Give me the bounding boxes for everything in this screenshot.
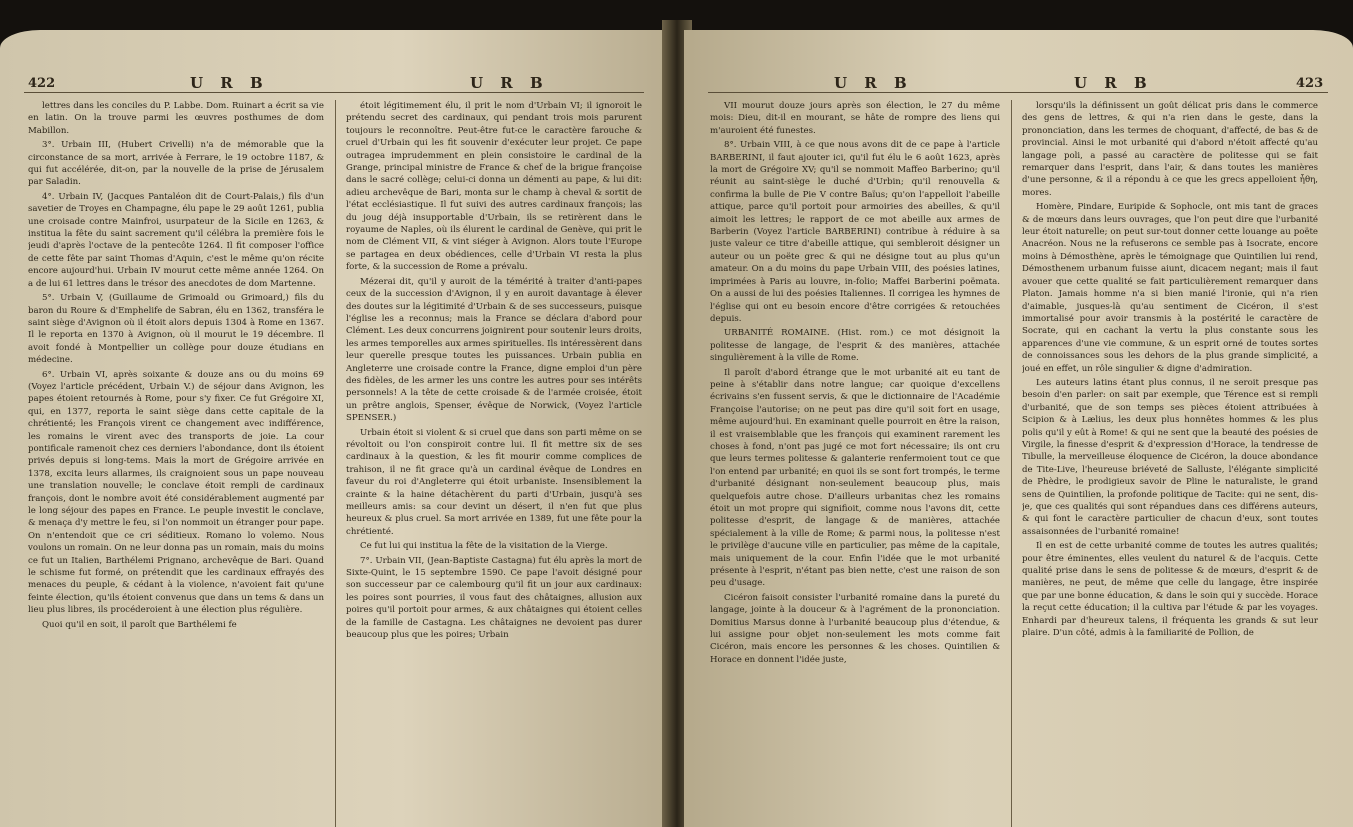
right-column-1 xyxy=(710,100,1000,827)
paragraph: Mézerai dit, qu'il y auroit de la témérité à traiter d'anti-papes ceux de la succession d'Avignon, il y en auroit davantage à élever des doutes sur la légitimité d'Urbain & de ses successeurs, puisque l'église les a reconnus; mais la France se déclara d'abord pour Clément. Les deux concurrens joignirent pour soutenir leurs droits, les armes temporelles aux armes spirituelles. Ils intéressèrent dans leur querelle presque toutes les puissances. Urbain publia en Angleterre une croisade contre la France, digne emploi d'un père des fidèles, de les armer les uns contre les autres pour ses intérêts personnels! A la tête de cette croisade & de l'armée croisée, étoit un prêtre anglois, Spenser, évêque de Norwick, (Voyez l'article SPENSER.) xyxy=(346,276,642,424)
paragraph: 3°. Urbain III, (Hubert Crivelli) n'a de mémorable que la circonstance de sa mort, arrivée à Ferrare, le 19 octobre 1187, & qui fut accélérée, dit-on, par la nouvelle de la prise de Jérusalem par Saladin. xyxy=(28,140,324,188)
left-column-1 xyxy=(28,100,324,827)
paragraph: Il paroît d'abord étrange que le mot urbanité ait eu tant de peine à s'établir dans notre langue; car quoique d'excellens écrivains s'en fussent servis, & que le dictionnaire de l'Académie Françoise l'autorise; on ne peut pas dire qu'il soit fort en usage, même aujourd'hui. En examinant quelle pourroit en être la raison, il est vraisemblable que les françois qui examinent rarement les choses à fond, n'ont pas jugé ce mot fort nécessaire; ils ont cru que leurs termes politesse & galanterie renfermoient tout ce que l'on entend par urbanité; en quoi ils se sont fort trompés, le terme d'urbanité désignant non-seulement beaucoup plus, mais quelquefois autre chose. D'ailleurs urbanitas chez les romains étoit un mot propre qui signifioit, comme nous l'avons dit, cette politesse d'esprit, de langage & de manières, attachée spécialement à la ville de Rome; & parmi nous, la politesse n'est le privilège d'aucune ville en particulier, pas même de la capitale, mais uniquement de la cour. Enfin l'idée que le mot urbanité présente à l'esprit, n'étant pas bien nette, c'est une raison de son peu d'usage. xyxy=(710,367,1000,589)
paragraph: 4°. Urbain IV, (Jacques Pantaléon dit de Court-Palais,) fils d'un savetier de Troyes en Champagne, élu pape le 29 août 1261, publia une croisade contre Mainfroi, usurpateur de la Sicile en 1263, & institua la fête du saint sacrement qu'il célébra la première fois le jeudi d'après l'octave de la pentecôte 1264. Il fit composer l'office de cette fête par saint Thomas d'Aquin, c'est le même qu'on récite encore aujourd'hui. Urbain IV mourut cette même année 1264. On a de lui 61 lettres dans le trésor des anecdotes de dom Martenne. xyxy=(28,191,324,289)
paragraph: 6°. Urbain VI, après soixante & douze ans ou du moins 69 (Voyez l'article précédent, Urbain V.) de séjour dans Avignon, les papes étoient retournés à Rome, pour s'y fixer. Ce fut Grégoire XI, qui, en 1377, reporta le saint siège dans cette capitale de la chrétienté; les François virent ce changement avec indifférence, les romains le virent avec des transports de joie. La cour pontificale ramenoit chez ces derniers l'abondance, dont ils étoient privés depuis si long-tems. Mais la mort de Grégoire arrivée en 1378, excita leurs allarmes, ils craignoient sous un pape nouveau une translation nouvelle; le conclave étoit rempli de cardinaux françois, dont le nombre avoit été considérablement augmenté par le long séjour des papes en France. Le peuple investit le conclave, & menaça d'y mettre le feu, si l'on nommoit un étranger pour pape. On n'entendoit que ce cri séditieux. Romano lo volemo. Nous voulons un romain. On ne leur donna pas un romain, mais du moins ce fut un Italien, Barthélemi Prignano, archevêque de Bari. Quand le schisme fut formé, on prétendit que les cardinaux effrayés des menaces du peuple, & cédant à la violence, n'avoient fait qu'une feinte élection, qu'ils étoient convenus que dans un tems & dans un lieu plus libres, ils procéderoient à une élection plus régulière. xyxy=(28,369,324,616)
paragraph: 8°. Urbain VIII, à ce que nous avons dit de ce pape à l'article BARBERINI, il faut ajouter ici, qu'il fut élu le 6 août 1623, après la mort de Grégoire XV; qu'il se nommoit Maffeo Barberino; qu'il réunit au saint-siège le duché d'Urbin; qu'il renouvella & confirma la bulle de Pie V contre Baïus; qu'on l'appelloit l'abeille attique, parce qu'il portoit pour armoiries des abeilles, & qu'il aimoit les lettres; le rapport de ce mot abeille aux armes de Barberin (Voyez l'article BARBERINI) contribue à réduire à sa juste valeur ce titre d'abeille attique, qui sembleroit désigner un auteur ou un poëte grec & qui ne désigne tout au plus qu'un amateur. On a du moins du pape Urbain VIII, des poésies latines, imprimées à Paris au louvre, in-folio; Maffei Barberini poëmata. On a aussi de lui des poésies Italiennes. Il corrigea les hymnes de l'église qui ont eu besoin encore d'être corrigées & retouchées depuis. xyxy=(710,140,1000,324)
left-column-divider xyxy=(335,100,336,827)
paragraph: URBANITÉ ROMAINE. (Hist. rom.) ce mot désignoit la politesse de langage, de l'esprit & des manières, attachée singulièrement à la ville de Rome. xyxy=(710,328,1000,364)
paragraph: Urbain étoit si violent & si cruel que dans son parti même on se révoltoit ou l'on conspiroit contre lui. Il fit mettre six de ses cardinaux à la question, & les fit mourir comme complices de trahison, il ne fit grace qu'à un cardinal évêque de Londres en faveur du roi d'Angleterre qui étoit urbaniste. Insensiblement la crainte & la haine détachèrent du parti d'Urbain, jusqu'à ses meilleurs amis: sa cour devint un désert, il n'en fut que plus heureux & plus cruel. Sa mort arrivée en 1389, fut une fête pour la chrétienté. xyxy=(346,427,642,537)
right-running-head-a: U R B xyxy=(834,74,913,92)
left-running-head-b: U R B xyxy=(470,74,549,92)
left-header-rule xyxy=(24,92,644,93)
right-column-2 xyxy=(1022,100,1318,827)
paragraph: lorsqu'ils la définissent un goût délicat pris dans le commerce des gens de lettres, & qui n'a rien dans le geste, dans la prononciation, dans les termes de choquant, d'affecté, de bas & de provincial. Ainsi le mot urbanité qui d'abord n'étoit affecté qu'au langage poli, a passé au caractère de politesse qui se fait remarquer dans l'esprit, dans l'air, & dans toutes les manières d'une personne, & il a répondu à ce que les grecs appelloient ἦθη, mores. xyxy=(1022,101,1318,198)
paragraph: étoit légitimement élu, il prit le nom d'Urbain VI; il ignoroit le prétendu secret des cardinaux, qui pendant trois mois parurent toujours le reconnoître. Peut-être fut-ce le caractère farouche & cruel d'Urbain qui les fit souvenir d'exécuter leur projet. Ce pape outragea imprudemment en plein consistoire le cardinal de la Grange, principal ministre de France & chef de la brigue françoise dans le sacré collège; celui-ci donna un démenti au pape, & lui dit: adieu archevêque de Bari, monta sur le champ à cheval & sortit de l'état ecclésiastique. Il fut suivi des autres cardinaux françois; las du joug déjà insupportable d'Urbain, ils se retirèrent dans le royaume de Naples, où ils élurent le cardinal de Genève, qui prit le nom de Clément VII, & vint siéger à Avignon. Alors toute l'Europe se partagea en deux obédiences, celle d'Urbain VI resta la plus forte, & la succession de Rome a prévalu. xyxy=(346,101,642,273)
paragraph: Quoi qu'il en soit, il paroît que Barthélemi fe xyxy=(42,619,237,630)
paragraph: Ce fut lui qui institua la fête de la visitation de la Vierge. xyxy=(360,541,608,552)
left-running-head-a: U R B xyxy=(190,74,269,92)
paragraph: 7°. Urbain VII, (Jean-Baptiste Castagna) fut élu après la mort de Sixte-Quint, le 15 septembre 1590. Ce pape l'avoit désigné pour son successeur par ce calembourg qu'il fit un jour aux cardinaux: les poires sont pourries, il vous faut des châtaignes, allusion aux poires qu'il portoit pour armes, & aux châtaignes qui étoient celles de la famille de Castagna. Les châtaignes ne devoient pas durer beaucoup plus que les poires; Urbain xyxy=(346,555,642,641)
right-running-head-b: U R B xyxy=(1074,74,1153,92)
right-header-rule xyxy=(708,92,1328,93)
left-page-number: 422 xyxy=(28,76,56,91)
paragraph: Il en est de cette urbanité comme de toutes les autres qualités; pour être éminentes, elles veulent du naturel & de l'acquis. Cette qualité prise dans le sens de politesse & de mœurs, d'esprit & de manières, ne peut, de même que celle du langage, être inspirée que par une bonne éducation, & dans le soin qui y succède. Horace la reçut cette éducation; il la cultiva par l'étude & par les voyages. Enhardi par d'heureux talens, il fréquenta les grands & sut leur plaire. D'un côté, admis à la familiarité de Pollion, de xyxy=(1022,541,1318,639)
left-column-2 xyxy=(346,100,642,827)
left-page xyxy=(0,30,670,827)
paragraph: lettres dans les conciles du P. Labbe. Dom. Ruinart a écrit sa vie en latin. On la trouve parmi les œuvres posthumes de dom Mabillon. xyxy=(28,101,324,136)
paragraph: 5°. Urbain V, (Guillaume de Grimoald ou Grimoard,) fils du baron du Roure & d'Emphelife de Sabran, élu en 1362, transféra le saint siège d'Avignon où il étoit alors depuis 1304 à Rome en 1367. Il le reporta en 1370 à Avignon, où il mourut le 19 décembre. Il avoit fondé à Montpellier un collège pour douze étudians en médecine. xyxy=(28,293,324,366)
paragraph: Les auteurs latins étant plus connus, il ne seroit presque pas besoin d'en parler: on sait par exemple, que Térence est si rempli d'urbanité, que de son temps ses pièces étoient attribuées à Scipion & à Lælius, les deux plus honnêtes hommes & les plus polis qu'il y eût à Rome! & qui ne sent que la beauté des poésies de Virgile, la finesse d'esprit & d'expression d'Horace, la tendresse de Tibulle, la merveilleuse éloquence de Cicéron, la douce abondance de Tite-Live, l'heureuse briéveté de Salluste, l'élégante simplicité de Phèdre, le prodigieux savoir de Pline le naturaliste, le grand sens de Quintilien, la profonde politique de Tacite: qui ne sent, dis-je, que ces qualités qui sont répandues dans ces différens auteurs, & qui font le caractère particulier de chacun d'eux, sont toutes assaisonnées de l'urbanité romaine! xyxy=(1022,377,1318,537)
paragraph: Cicéron faisoit consister l'urbanité romaine dans la pureté du langage, jointe à la douceur & à l'agrément de la prononciation. Domitius Marsus donne à l'urbanité beaucoup plus d'étendue, & lui assigne pour objet non-seulement les mots comme fait Cicéron, mais encore les personnes & les choses. Quintilien & Horace en donnent l'idée juste, xyxy=(710,592,1000,665)
paragraph: VII mourut douze jours après son élection, le 27 du même mois: Dieu, dit-il en mourant, se hâte de rompre des liens qui m'auroient été funestes. xyxy=(710,101,1000,136)
right-page xyxy=(684,30,1353,827)
right-page-number: 423 xyxy=(1296,76,1324,91)
right-column-divider xyxy=(1011,100,1012,827)
paragraph: Homère, Pindare, Euripide & Sophocle, ont mis tant de graces & de mœurs dans leurs ouvrages, que l'on peut dire que l'urbanité leur étoit naturelle; on peut sur-tout donner cette louange au poëte Anacréon. Nous ne la refuserons ce semble pas à Isocrate, encore moins à Démosthène, après le témoignage que Quintilien lui rend, Démosthenem urbanum fuisse aiunt, dicacem negant; mais il faut avouer que cette qualité se fait particulièrement remarquer dans Platon. Jamais homme n'a si bien manié l'ironie, qui n'a rien d'aimable, jusques-là qu'au sentiment de Cicéron, il s'est immortalisé pour avoir transmis à la postérité le caractère de Socrate, qui en cachant la vertu la plus constante sous les apparences d'une vie commune, & un esprit orné de toutes sortes de connoissances sous les dehors de la plus grande simplicité, a joué en effet, un rôle singulier & digne d'admiration. xyxy=(1022,202,1318,374)
